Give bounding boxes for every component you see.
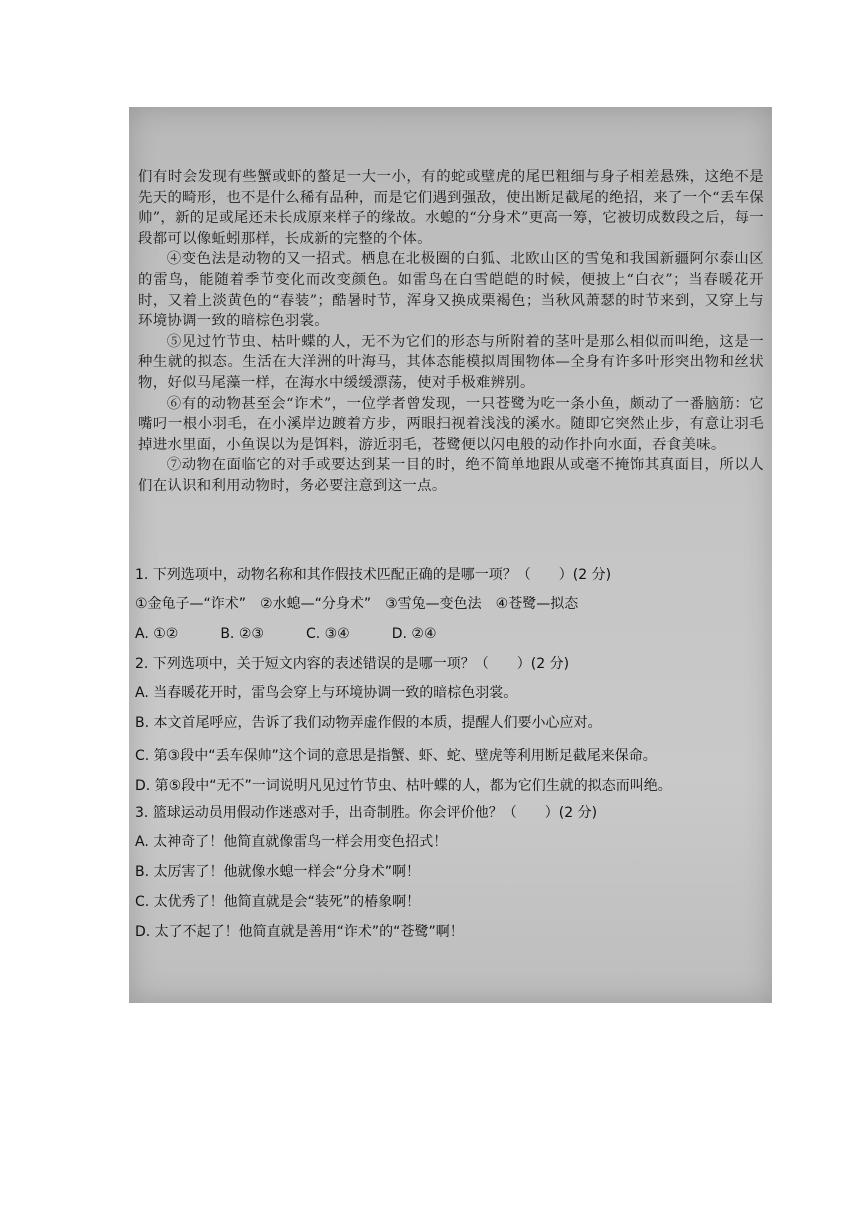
question-2-option-c: C. 第③段中“丢车保帅”这个词的意思是指蟹、虾、蛇、壁虎等利用断足截尾来保命。	[135, 748, 657, 764]
passage-paragraph-4: ④变色法是动物的又一招式。栖息在北极圈的白狐、北欧山区的雪兔和我国新疆阿尔泰山区的雷鸟，能随着季节变化而改变颜色。如雷鸟在白雪皑皑的时候，便披上“白衣”；当春暖花开时，又着上淡黄色的“春装”；酷暑时节，浑身又换成栗褐色；当秋风萧瑟的时节来到，又穿上与环境协调一致的暗棕色羽裳。	[138, 251, 764, 330]
scanned-photo	[129, 107, 772, 1003]
question-2-option-a: A. 当春暖花开时，雷鸟会穿上与环境协调一致的暗棕色羽裳。	[135, 685, 518, 701]
question-3-option-b: B. 太厉害了！他就像水螅一样会“分身术”啊！	[135, 864, 421, 880]
passage-paragraph-3-end: 们有时会发现有些蟹或虾的螯足一大一小，有的蛇或壁虎的尾巴粗细与身子相差悬殊，这绝不是先天的畸形，也不是什么稀有品种，而是它们遇到强敌，使出断足截尾的绝招，来了一个“丢车保帅”，新的足或尾还未长成原来样子的缘故。水螅的“分身术”更高一筹，它被切成数段之后，每一段都可以像蚯蚓那样，长成新的完整的个体。	[138, 169, 764, 247]
question-1-pairs: ①金龟子—“诈术” ②水螅—“分身术” ③雪兔—变色法 ④苍鹭—拟态	[135, 596, 579, 612]
passage-paragraph-5: ⑤见过竹节虫、枯叶蝶的人，无不为它们的形态与所附着的茎叶是那么相似而叫绝，这是一种生就的拟态。生活在大洋洲的叶海马，其体态能模拟周围物体—全身有许多叶形突出物和丝状物，好似马尾藻一样，在海水中缓缓漂荡，使对手极难辨别。	[138, 333, 764, 391]
question-3-option-a: A. 太神奇了！他简直就像雷鸟一样会用变色招式！	[135, 834, 448, 850]
question-3-stem: 3. 篮球运动员用假动作迷惑对手，出奇制胜。你会评价他？（ ）(2 分)	[135, 805, 598, 821]
questions-section	[135, 565, 761, 952]
passage-paragraph-7: ⑦动物在面临它的对手或要达到某一目的时，绝不简单地跟从或毫不掩饰其真面目，所以人们在认识和利用动物时，务必要注意到这一点。	[138, 457, 764, 494]
question-2-option-b: B. 本文首尾呼应，告诉了我们动物弄虚作假的本质，提醒人们要小心应对。	[135, 715, 602, 731]
question-2-option-d: D. 第⑤段中“无不”一词说明凡见过竹节虫、枯叶蝶的人，都为它们生就的拟态而叫绝。	[135, 778, 672, 794]
question-3-option-c: C. 太优秀了！他简直就是会“装死”的椿象啊！	[135, 894, 421, 910]
question-2-stem: 2. 下列选项中，关于短文内容的表述错误的是哪一项？（ ）(2 分)	[135, 656, 570, 672]
question-1-stem: 1. 下列选项中，动物名称和其作假技术匹配正确的是哪一项？（ ）(2 分)	[135, 567, 612, 583]
question-3-option-d: D. 太了不起了！他简直就是善用“诈术”的“苍鹭”啊！	[135, 924, 464, 940]
passage-paragraph-6: ⑥有的动物甚至会“诈术”，一位学者曾发现，一只苍鹭为吃一条小鱼，颇动了一番脑筋：它嘴叼一根小羽毛，在小溪岸边踱着方步，两眼扫视着浅浅的溪水。随即它突然止步，有意让羽毛掉进水里面，小鱼误以为是饵料，游近羽毛，苍鹭便以闪电般的动作扑向水面，吞食美味。	[138, 395, 764, 453]
reading-passage	[138, 167, 764, 497]
question-1-options: A. ①② B. ②③ C. ③④ D. ②④	[135, 626, 437, 642]
